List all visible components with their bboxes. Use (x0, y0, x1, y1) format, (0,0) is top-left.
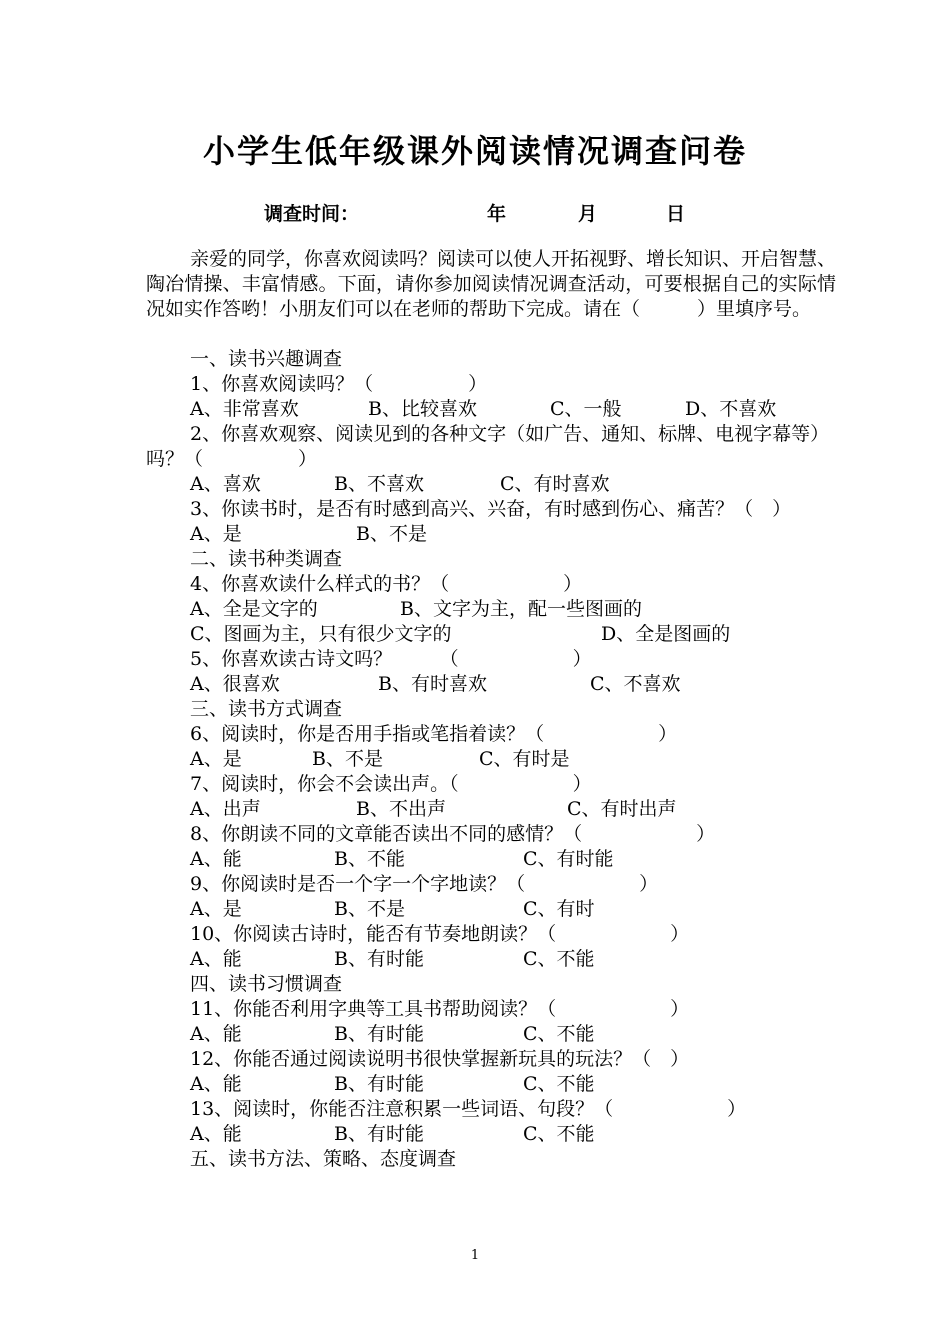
question-9: 9、你阅读时是否一个字一个字地读？（ ） (190, 873, 659, 895)
question-8-options (146, 847, 836, 872)
section-heading-strategies: 五、读书方法、策略、态度调查 (190, 1148, 457, 1170)
option-b: B、有时能 (334, 1123, 424, 1145)
option-a: A、是 (190, 898, 242, 920)
option-b: B、不喜欢 (334, 473, 424, 495)
option-a: A、能 (190, 1073, 242, 1095)
question-3-options (146, 522, 836, 547)
option-a: A、能 (190, 948, 242, 970)
question-8: 8、你朗读不同的文章能否读出不同的感情？（ ） (190, 823, 716, 845)
option-b: B、不出声 (356, 798, 446, 820)
option-a: A、非常喜欢 (190, 398, 299, 420)
question-10: 10、你阅读古诗时，能否有节奏地朗读？（ ） (190, 923, 690, 945)
date-day-label: 日 (666, 203, 686, 225)
date-month-label: 月 (578, 203, 598, 225)
question-4-options-row2 (146, 622, 836, 647)
section-heading-interest: 一、读书兴趣调查 (190, 348, 343, 370)
question-12: 12、你能否通过阅读说明书很快掌握新玩具的玩法？（ ） (190, 1048, 690, 1070)
option-c: C、图画为主，只有很少文字的 (190, 623, 452, 645)
question-11-options (146, 1022, 836, 1047)
page-title: 小学生低年级课外阅读情况调查问卷 (202, 132, 747, 170)
page-number: 1 (470, 1248, 480, 1263)
question-7: 7、阅读时，你会不会读出声。（ ） (190, 773, 592, 795)
question-5: 5、你喜欢读古诗文吗？ （ ） (190, 648, 592, 670)
option-a: A、能 (190, 848, 242, 870)
option-a: A、出声 (190, 798, 261, 820)
option-a: A、是 (190, 748, 242, 770)
option-c: C、有时是 (479, 748, 570, 770)
option-b: B、不是 (334, 898, 405, 920)
option-c: C、有时出声 (567, 798, 677, 820)
question-1-options (146, 397, 836, 422)
option-d: D、不喜欢 (685, 398, 777, 420)
option-a: A、能 (190, 1023, 242, 1045)
option-b: B、有时喜欢 (378, 673, 487, 695)
question-4: 4、你喜欢读什么样式的书？（ ） (190, 573, 583, 595)
section-heading-habits: 四、读书习惯调查 (190, 973, 343, 995)
question-6-options (146, 747, 836, 772)
option-c: C、有时喜欢 (500, 473, 610, 495)
option-a: A、是 (190, 523, 242, 545)
question-2-options (146, 472, 836, 497)
question-5-options (146, 672, 836, 697)
option-b: B、有时能 (334, 1073, 424, 1095)
question-2: 2、你喜欢观察、阅读见到的各种文字（如广告、通知、标牌、电视字幕等）吗？（ ） (146, 423, 830, 470)
question-9-options (146, 897, 836, 922)
question-13: 13、阅读时，你能否注意积累一些词语、句段？（ ） (190, 1098, 747, 1120)
option-b: B、不能 (334, 848, 405, 870)
question-6: 6、阅读时，你是否用手指或笔指着读？（ ） (190, 723, 678, 745)
option-c: C、不能 (523, 948, 595, 970)
option-a: A、能 (190, 1123, 242, 1145)
question-12-options (146, 1072, 836, 1097)
option-b: B、不是 (312, 748, 383, 770)
intro-paragraph (146, 247, 836, 322)
option-b: B、不是 (356, 523, 427, 545)
option-b: B、有时能 (334, 1023, 424, 1045)
survey-date-label: 调查时间： (264, 203, 360, 225)
question-4-options-row1 (146, 597, 836, 622)
question-3: 3、你读书时，是否有时感到高兴、兴奋，有时感到伤心、痛苦？（ ） (190, 498, 792, 520)
option-c: C、不能 (523, 1023, 595, 1045)
intro-text: 亲爱的同学，你喜欢阅读吗？阅读可以使人开拓视野、增长知识、开启智慧、陶冶情操、丰富情感。下面，请你参加阅读情况调查活动，可要根据自己的实际情况如实作答哟！小朋友们可以在老师的帮助下完成。请在（ ）里填序号。 (146, 248, 837, 320)
option-c: C、一般 (550, 398, 622, 420)
option-a: A、很喜欢 (190, 673, 280, 695)
question-10-options (146, 947, 836, 972)
option-c: C、不能 (523, 1123, 595, 1145)
section-heading-methods: 三、读书方式调查 (190, 698, 343, 720)
option-b: B、文字为主，配一些图画的 (400, 598, 642, 620)
option-c: C、不喜欢 (590, 673, 681, 695)
option-b: B、有时能 (334, 948, 424, 970)
question-1: 1、你喜欢阅读吗？（ ） (190, 373, 488, 395)
option-c: C、有时能 (523, 848, 614, 870)
option-a: A、喜欢 (190, 473, 261, 495)
survey-date-row (0, 199, 950, 225)
option-c: C、有时 (523, 898, 595, 920)
date-year-label: 年 (487, 203, 507, 225)
question-13-options (146, 1122, 836, 1147)
option-c: C、不能 (523, 1073, 595, 1095)
option-d: D、全是图画的 (601, 623, 731, 645)
question-list (146, 347, 836, 1172)
option-a: A、全是文字的 (190, 598, 318, 620)
section-heading-types: 二、读书种类调查 (190, 548, 343, 570)
option-b: B、比较喜欢 (368, 398, 477, 420)
question-7-options (146, 797, 836, 822)
question-11: 11、你能否利用字典等工具书帮助阅读？（ ） (190, 998, 690, 1020)
